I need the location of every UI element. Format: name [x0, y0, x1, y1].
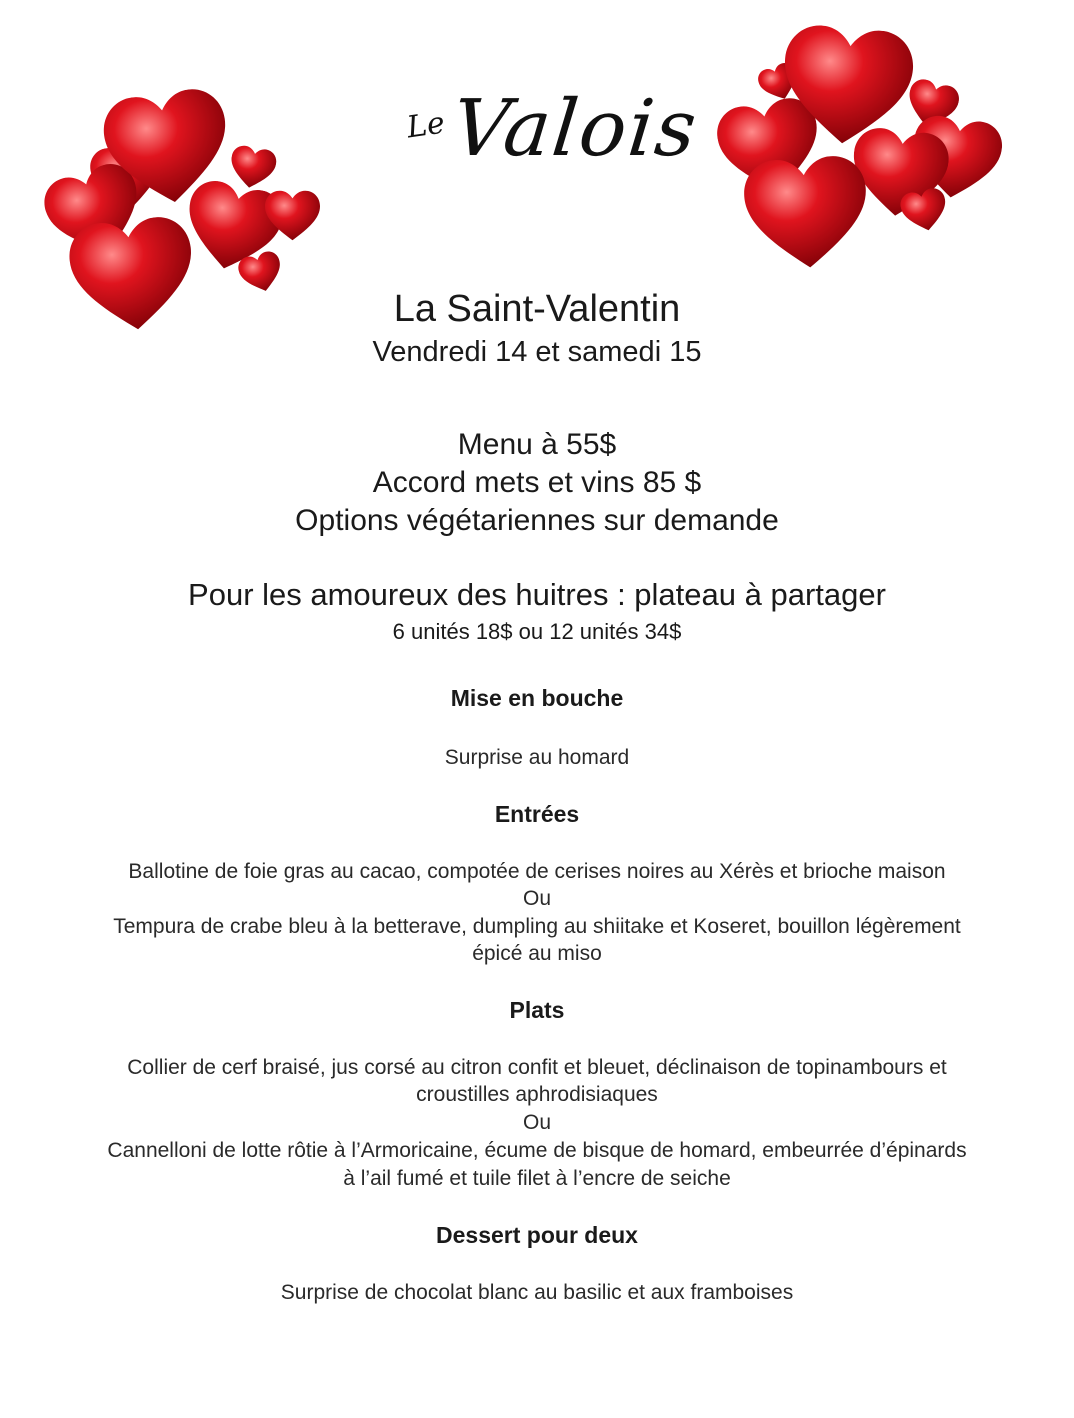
hearts-right-decoration — [712, 20, 1012, 270]
heart-icon — [742, 154, 871, 270]
menu-item-continued: à l’ail fumé et tuile filet à l’encre de seiche — [343, 1167, 731, 1190]
menu-price: Menu à 55$ — [457, 428, 617, 461]
restaurant-logo — [395, 78, 703, 208]
oyster-platter-title: Pour les amoureux des huitres : plateau à partager — [188, 577, 886, 612]
menu-item: Cannelloni de lotte rôtie à l’Armoricaine, écume de bisque de homard, embeurrée d’épinards — [107, 1139, 967, 1162]
section-title-amuse: Mise en bouche — [450, 685, 624, 711]
menu-item-continued: croustilles aphrodisiaques — [416, 1083, 658, 1106]
menu-separator-or: Ou — [522, 1111, 551, 1134]
menu-item: Collier de cerf braisé, jus corsé au citron confit et bleuet, déclinaison de topinambours et — [127, 1056, 947, 1079]
menu-separator-or: Ou — [522, 887, 551, 910]
menu-item: Surprise de chocolat blanc au basilic et aux framboises — [280, 1281, 794, 1304]
logo-prefix: Le — [404, 105, 447, 146]
menu-item: Tempura de crabe bleu à la betterave, dumpling au shiitake et Koseret, bouillon légèrement — [113, 915, 961, 938]
wine-pairing-price: Accord mets et vins 85 $ — [372, 466, 702, 499]
oyster-platter-options: 6 unités 18$ ou 12 unités 34$ — [392, 619, 682, 644]
menu-item: Ballotine de foie gras au cacao, compotée de cerises noires au Xérès et brioche maison — [128, 860, 946, 883]
heart-icon — [227, 144, 278, 192]
menu-item: Surprise au homard — [444, 746, 630, 769]
menu-item-continued: épicé au miso — [472, 942, 602, 965]
event-dates: Vendredi 14 et samedi 15 — [372, 336, 702, 368]
section-title-entrees: Entrées — [494, 801, 580, 827]
logo-name: Valois — [448, 84, 703, 174]
section-title-plats: Plats — [509, 997, 565, 1023]
vegetarian-options: Options végétariennes sur demande — [295, 504, 779, 537]
section-title-dessert: Dessert pour deux — [436, 1222, 638, 1248]
page-title: La Saint-Valentin — [393, 288, 681, 330]
